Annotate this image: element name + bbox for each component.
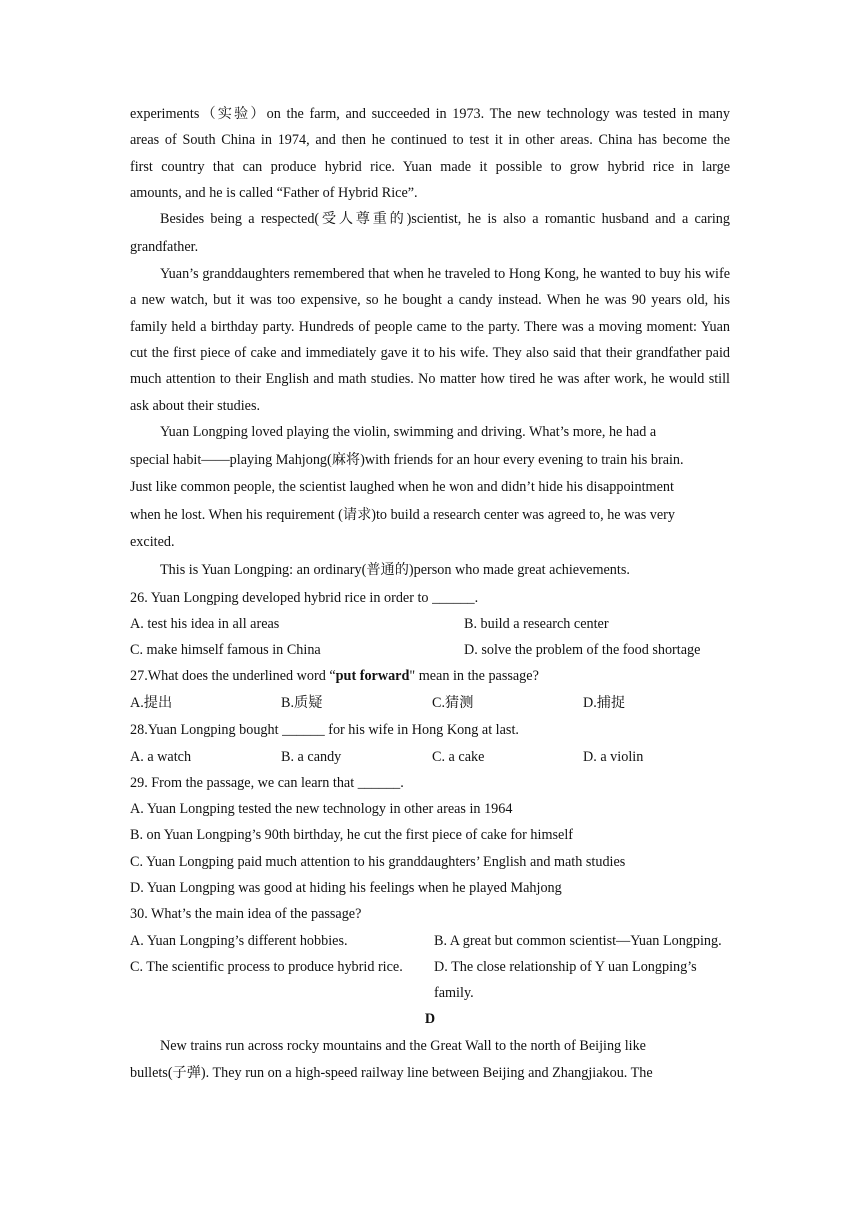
question-29-stem: 29. From the passage, we can learn that ______. xyxy=(130,774,404,791)
question-30-option-a[interactable]: A. Yuan Longping’s different hobbies. xyxy=(130,932,348,949)
question-28-options-row xyxy=(130,744,730,770)
section-d-heading: D xyxy=(424,1011,436,1028)
question-30-option-d[interactable]: D. The close relationship of Y uan Longping’s family. xyxy=(434,958,697,1002)
question-27-option-c[interactable]: C.猜测 xyxy=(432,694,474,711)
question-27-option-b[interactable]: B.质疑 xyxy=(281,694,323,711)
question-26-option-d[interactable]: D. solve the problem of the food shortage xyxy=(464,642,701,659)
question-27-option-d[interactable]: D.捕捉 xyxy=(583,694,626,711)
question-28-stem: 28.Yuan Longping bought ______ for his wife in Hong Kong at last. xyxy=(130,722,519,739)
question-29-option-b[interactable]: B. on Yuan Longping’s 90th birthday, he cut the first piece of cake for himself xyxy=(130,827,573,844)
question-28-option-c[interactable]: C. a cake xyxy=(432,748,485,765)
passage-c-p1-line: first country that can produce hybrid rice. Yuan made it possible to grow hybrid rice in large xyxy=(130,158,730,175)
passage-c-p5: This is Yuan Longping: an ordinary(普通的)person who made great achievements. xyxy=(160,561,630,578)
question-27-stem xyxy=(130,663,730,689)
question-26-option-c[interactable]: C. make himself famous in China xyxy=(130,642,321,659)
page-content xyxy=(130,101,730,1088)
passage-c-p2: Besides being a respected(受人尊重的)scientist, he is also a romantic husband and a caring grandfather. xyxy=(130,211,730,255)
question-26-options-row xyxy=(130,611,730,637)
passage-c-p4-line: Yuan Longping loved playing the violin, swimming and driving. What’s more, he had a xyxy=(160,423,657,440)
passage-c-p4-line: special habit——playing Mahjong(麻将)with friends for an hour every evening to train his brain. xyxy=(130,451,684,468)
question-27-stem-pre: 27.What does the underlined word “ xyxy=(130,668,336,685)
question-27-option-a[interactable]: A.提出 xyxy=(130,694,173,711)
passage-c-p1-line: experiments（实验）on the farm, and succeeded in 1973. The new technology was tested in many xyxy=(130,106,730,122)
question-26-option-a[interactable]: A. test his idea in all areas xyxy=(130,615,280,632)
question-28-option-b[interactable]: B. a candy xyxy=(281,748,342,765)
question-27-options-row xyxy=(130,690,730,718)
question-28-option-d[interactable]: D. a violin xyxy=(583,748,644,765)
question-26-option-b[interactable]: B. build a research center xyxy=(464,615,609,632)
question-30-option-c[interactable]: C. The scientific process to produce hybrid rice. xyxy=(130,958,403,975)
question-29-option-c[interactable]: C. Yuan Longping paid much attention to his granddaughters’ English and math studies xyxy=(130,853,626,870)
passage-c-p4-line: when he lost. When his requirement (请求)to build a research center was agreed to, he was very xyxy=(130,506,675,523)
passage-c-p1-line: areas of South China in 1974, and then he continued to test it in other areas. China has become the xyxy=(130,132,730,149)
question-29-option-d[interactable]: D. Yuan Longping was good at hiding his feelings when he played Mahjong xyxy=(130,880,562,896)
question-30-options-row xyxy=(130,928,730,954)
passage-c-p3: Yuan’s granddaughters remembered that when he traveled to Hong Kong, he wanted to buy his wife a new watch, but it was too expensive, so he bought a candy instead. When he was 90 years old, his family held a birthday party. Hundreds of people came to the party. There was a moving moment: Yuan cut the first piece of cake and immediately gave it to his wife. They also said that their grandfather paid much attention to their English and math studies. No matter how tired he was after work, he would still ask about their studies. xyxy=(130,266,730,414)
question-27-stem-post: " mean in the passage? xyxy=(409,668,539,685)
question-29-option-a[interactable]: A. Yuan Longping tested the new technology in other areas in 1964 xyxy=(130,801,513,818)
passage-c-p1-line: amounts, and he is called “Father of Hybrid Rice”. xyxy=(130,184,418,201)
question-28-option-a[interactable]: A. a watch xyxy=(130,748,192,765)
passage-c-p4-line: Just like common people, the scientist laughed when he won and didn’t hide his disappointment xyxy=(130,479,674,496)
question-30-options-row xyxy=(130,954,730,1007)
question-30-option-b[interactable]: B. A great but common scientist—Yuan Longping. xyxy=(434,932,722,949)
section-d-p1-line: New trains run across rocky mountains and the Great Wall to the north of Beijing like xyxy=(160,1037,646,1054)
underlined-word: put forward xyxy=(335,668,410,685)
passage-c-p4-line: excited. xyxy=(130,534,175,551)
question-26-stem: 26. Yuan Longping developed hybrid rice in order to ______. xyxy=(130,589,479,606)
question-26-options-row xyxy=(130,637,730,663)
section-d-p1-line: bullets(子弹). They run on a high-speed railway line between Beijing and Zhangjiakou. The xyxy=(130,1065,653,1082)
question-30-stem: 30. What’s the main idea of the passage? xyxy=(130,906,362,923)
